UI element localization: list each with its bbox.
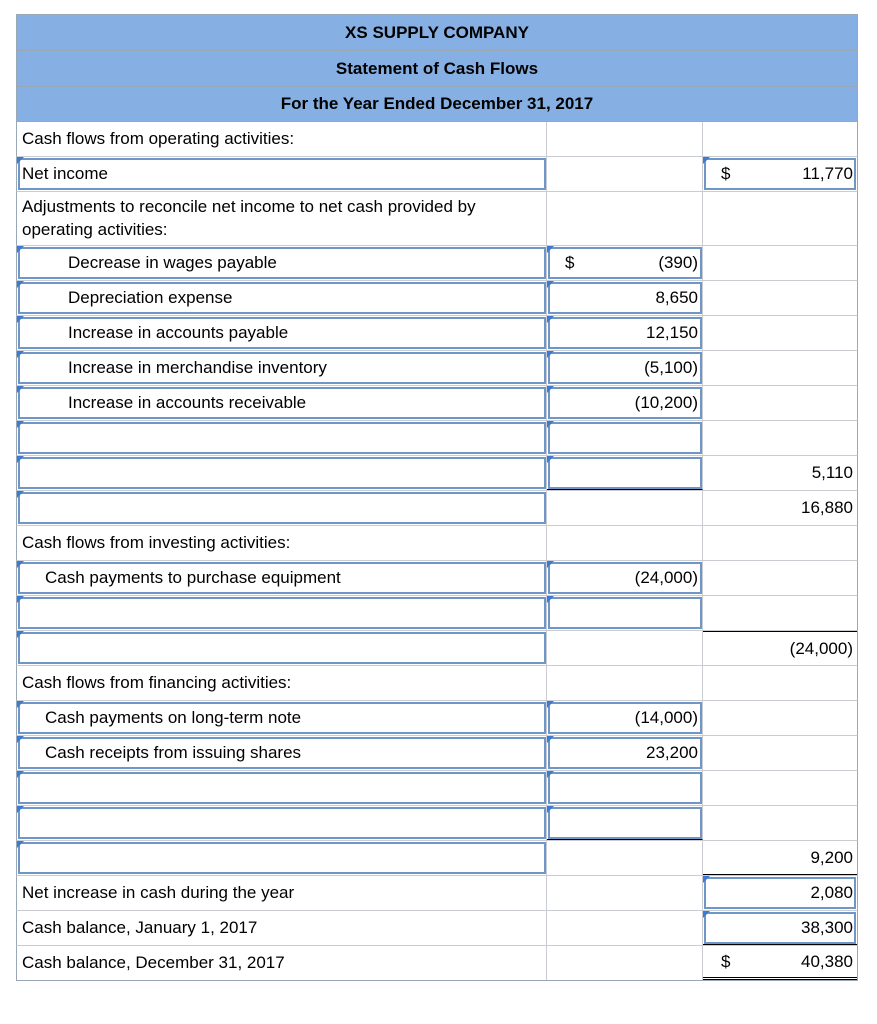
- empty-label-input[interactable]: [17, 421, 547, 455]
- table-row: [16, 157, 858, 192]
- ending-cash-value: 40,380: [801, 951, 853, 971]
- net-financing-cell: [703, 841, 857, 875]
- dollar-sign: $: [721, 164, 731, 183]
- financing-amount-input[interactable]: (14,000): [547, 701, 703, 735]
- net-income-value: 11,770: [802, 164, 853, 183]
- section-title-operating: Cash flows from operating activities:: [17, 122, 547, 156]
- table-row: [16, 281, 858, 316]
- total-adjustments-cell: [703, 456, 857, 490]
- dollar-sign: $: [565, 253, 575, 272]
- table-row: [16, 192, 858, 246]
- net-operating-label-input[interactable]: [17, 491, 547, 525]
- financing-label-input[interactable]: Cash payments on long-term note: [17, 701, 547, 735]
- table-row: [16, 316, 858, 351]
- adjustment-amount-input[interactable]: $ (390): [547, 246, 703, 280]
- adjustment-amount-input[interactable]: (10,200): [547, 386, 703, 420]
- adjustments-label: Adjustments to reconcile net income to net cash provided by operating activities:: [17, 192, 547, 245]
- section-title-financing: Cash flows from financing activities:: [17, 666, 547, 700]
- adjustment-amount-input[interactable]: 8,650: [547, 281, 703, 315]
- dollar-sign: $: [721, 951, 731, 971]
- empty-amount-input[interactable]: [547, 806, 703, 840]
- table-row: [16, 122, 858, 157]
- empty-amount-input[interactable]: [547, 596, 703, 630]
- table-row: [16, 911, 858, 946]
- cash-flow-statement: [16, 14, 858, 981]
- table-row: [16, 526, 858, 561]
- table-row: [16, 771, 858, 806]
- adjustment-label-input[interactable]: Increase in accounts payable: [17, 316, 547, 350]
- net-financing-cash: 9,200: [810, 847, 853, 867]
- company-name: XS SUPPLY COMPANY: [16, 14, 858, 50]
- net-income-amount-input[interactable]: [703, 157, 857, 191]
- table-row: [16, 246, 858, 281]
- net-operating-cell: [703, 491, 857, 525]
- empty-label-input[interactable]: [17, 596, 547, 630]
- adjustment-amount-input[interactable]: 12,150: [547, 316, 703, 350]
- table-row: [16, 876, 858, 911]
- net-investing-cash: (24,000): [789, 638, 853, 658]
- empty-label-input[interactable]: [17, 771, 547, 805]
- net-investing-cell: [703, 631, 857, 665]
- net-increase-label: Net increase in cash during the year: [17, 876, 547, 910]
- table-row: [16, 841, 858, 876]
- statement-period: For the Year Ended December 31, 2017: [16, 86, 858, 122]
- net-income-label-input[interactable]: Net income: [17, 157, 547, 191]
- empty-amount-input[interactable]: [547, 456, 703, 490]
- empty-label-input[interactable]: [17, 456, 547, 490]
- section-title-investing: Cash flows from investing activities:: [17, 526, 547, 560]
- table-row: [16, 491, 858, 526]
- table-row: [16, 946, 858, 981]
- adjustment-label-input[interactable]: Increase in merchandise inventory: [17, 351, 547, 385]
- table-row: [16, 806, 858, 841]
- table-row: [16, 596, 858, 631]
- table-row: [16, 701, 858, 736]
- net-increase-input[interactable]: [703, 876, 857, 910]
- table-row: [16, 386, 858, 421]
- adjustment-label-input[interactable]: Decrease in wages payable: [17, 246, 547, 280]
- empty-amount-input[interactable]: [547, 421, 703, 455]
- adjustment-label-input[interactable]: Depreciation expense: [17, 281, 547, 315]
- beginning-cash-value: 38,300: [801, 917, 853, 937]
- total-adjustments: 5,110: [811, 463, 853, 482]
- table-row: [16, 421, 858, 456]
- statement-title: Statement of Cash Flows: [16, 50, 858, 86]
- table-row: [16, 631, 858, 666]
- net-investing-label-input[interactable]: [17, 631, 547, 665]
- financing-label-input[interactable]: Cash receipts from issuing shares: [17, 736, 547, 770]
- table-row: [16, 736, 858, 771]
- financing-amount-input[interactable]: 23,200: [547, 736, 703, 770]
- table-row: [16, 456, 858, 491]
- table-row: [16, 351, 858, 386]
- net-increase-value: 2,080: [810, 883, 853, 902]
- net-operating-cash: 16,880: [801, 498, 853, 517]
- net-financing-label-input[interactable]: [17, 841, 547, 875]
- table-row: [16, 666, 858, 701]
- investing-amount-input[interactable]: (24,000): [547, 561, 703, 595]
- ending-cash-label: Cash balance, December 31, 2017: [17, 946, 547, 980]
- beginning-cash-input[interactable]: [703, 911, 857, 945]
- adjustment-label-input[interactable]: Increase in accounts receivable: [17, 386, 547, 420]
- beginning-cash-label: Cash balance, January 1, 2017: [17, 911, 547, 945]
- investing-label-input[interactable]: Cash payments to purchase equipment: [17, 561, 547, 595]
- ending-cash-cell: [703, 946, 857, 980]
- empty-label-input[interactable]: [17, 806, 547, 840]
- table-row: [16, 561, 858, 596]
- empty-amount-input[interactable]: [547, 771, 703, 805]
- adjustment-amount-input[interactable]: (5,100): [547, 351, 703, 385]
